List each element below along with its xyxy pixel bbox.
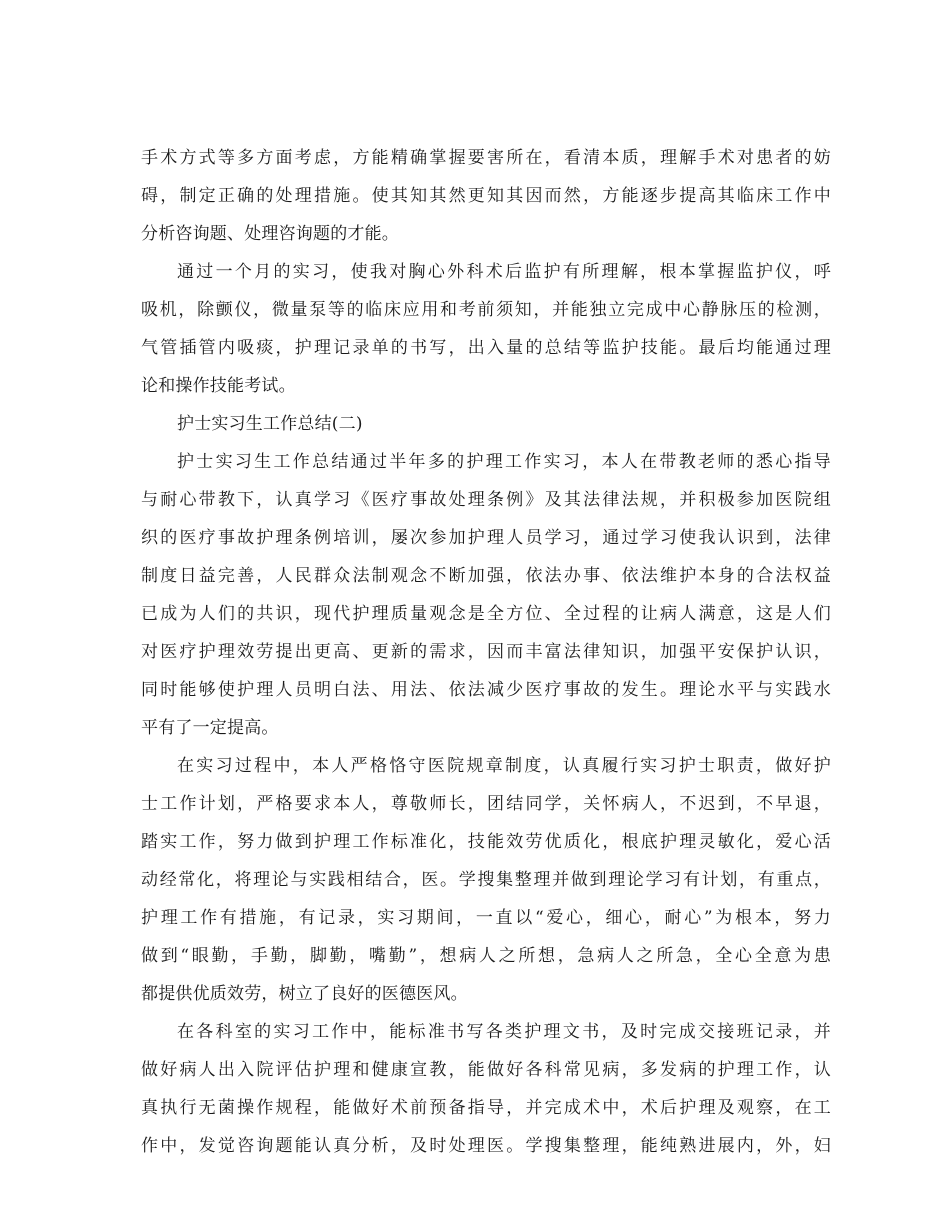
text-line: 手术方式等多方面考虑，方能精确掌握要害所在，看清本质，理解手术对患者的妨 [141, 148, 831, 168]
text-line: 护理工作有措施，有记录，实习期间，一直以“爱心，细心，耐心”为根本，努力 [141, 908, 831, 928]
text-line: 气管插管内吸痰，护理记录单的书写，出入量的总结等监护技能。最后均能通过理 [141, 338, 831, 358]
text-line: 做好病人出入院评估护理和健康宣教，能做好各科常见病，多发病的护理工作，认 [141, 1060, 831, 1080]
paragraph-first-line: 在实习过程中，本人严格恪守医院规章制度，认真履行实习护士职责，做好护 [177, 756, 831, 776]
text-line: 做到“眼勤，手勤，脚勤，嘴勤”，想病人之所想，急病人之所急，全心全意为患 [141, 946, 831, 966]
section-heading: 护士实习生工作总结(二) [177, 414, 363, 434]
text-line: 都提供优质效劳，树立了良好的医德医风。 [141, 984, 468, 1004]
paragraph-first-line: 护士实习生工作总结通过半年多的护理工作实习，本人在带教老师的悉心指导 [177, 452, 831, 472]
text-line: 分析咨询题、处理咨询题的才能。 [141, 224, 399, 244]
text-line: 士工作计划，严格要求本人，尊敬师长，团结同学，关怀病人，不迟到，不早退， [141, 794, 831, 814]
paragraph-first-line: 在各科室的实习工作中，能标准书写各类护理文书，及时完成交接班记录，并 [177, 1022, 831, 1042]
text-line: 与耐心带教下，认真学习《医疗事故处理条例》及其法律法规，并积极参加医院组 [141, 490, 831, 510]
paragraph-first-line: 通过一个月的实习，使我对胸心外科术后监护有所理解，根本掌握监护仪，呼 [177, 262, 831, 282]
text-line: 已成为人们的共识，现代护理质量观念是全方位、全过程的让病人满意，这是人们 [141, 604, 831, 624]
text-line: 制度日益完善，人民群众法制观念不断加强，依法办事、依法维护本身的合法权益 [141, 566, 831, 586]
text-line: 碍，制定正确的处理措施。使其知其然更知其因而然，方能逐步提高其临床工作中 [141, 186, 831, 206]
text-line: 同时能够使护理人员明白法、用法、依法减少医疗事故的发生。理论水平与实践水 [141, 680, 831, 700]
text-line: 平有了一定提高。 [141, 718, 279, 738]
text-line: 论和操作技能考试。 [141, 376, 296, 396]
text-line: 对医疗护理效劳提出更高、更新的需求，因而丰富法律知识，加强平安保护认识， [141, 642, 831, 662]
text-line: 动经常化，将理论与实践相结合，医。学搜集整理并做到理论学习有计划，有重点， [141, 870, 831, 890]
text-line: 织的医疗事故护理条例培训，屡次参加护理人员学习，通过学习使我认识到，法律 [141, 528, 831, 548]
text-line: 踏实工作，努力做到护理工作标准化，技能效劳优质化，根底护理灵敏化，爱心活 [141, 832, 831, 852]
text-line: 作中，发觉咨询题能认真分析，及时处理医。学搜集整理，能纯熟进展内，外，妇 [141, 1136, 831, 1156]
text-line: 吸机，除颤仪，微量泵等的临床应用和考前须知，并能独立完成中心静脉压的检测， [141, 300, 831, 320]
text-line: 真执行无菌操作规程，能做好术前预备指导，并完成术中，术后护理及观察，在工 [141, 1098, 831, 1118]
